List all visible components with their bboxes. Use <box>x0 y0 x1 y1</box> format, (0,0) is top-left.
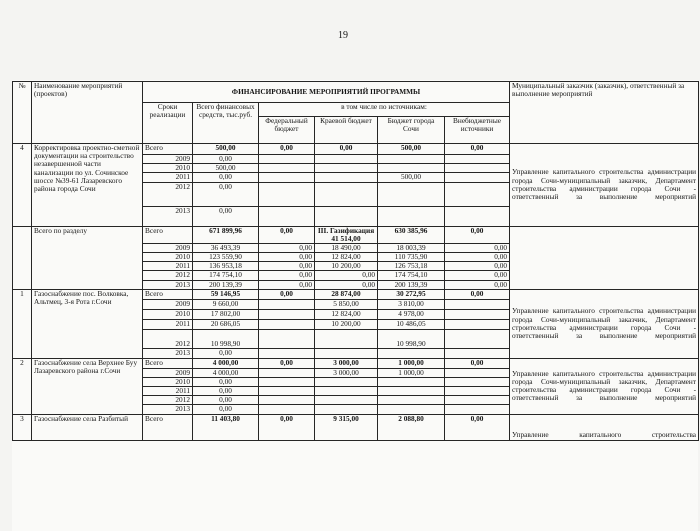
total-cell: 36 493,39 <box>193 243 259 252</box>
regional-cell: 18 490,00 <box>315 243 378 252</box>
city-cell: 500,00 <box>378 173 445 182</box>
city-cell: 126 753,18 <box>378 262 445 271</box>
regional-cell: 0,00 <box>315 271 378 280</box>
federal-cell <box>259 309 315 319</box>
year-cell: Всего <box>143 358 193 368</box>
total-cell: 0,00 <box>193 387 259 396</box>
year-cell: 2011 <box>143 387 193 396</box>
federal-cell: 0,00 <box>259 289 315 299</box>
project-name: Газоснабжение села Разбитый <box>32 414 143 440</box>
year-cell: 2011 <box>143 173 193 182</box>
header-financing: ФИНАНСИРОВАНИЕ МЕРОПРИЯТИЙ ПРОГРАММЫ <box>143 82 510 103</box>
city-cell <box>378 396 445 405</box>
total-cell: 500,00 <box>193 144 259 155</box>
section-title: III. Газификация <box>317 226 375 235</box>
year-cell: 2010 <box>143 164 193 173</box>
city-cell <box>378 405 445 414</box>
regional-cell <box>315 329 378 348</box>
total-cell: 10 998,90 <box>193 329 259 348</box>
regional-cell: 10 200,00 <box>315 262 378 271</box>
federal-cell <box>259 405 315 414</box>
header-federal: Федеральный бюджет <box>259 117 315 144</box>
total-cell: 174 754,10 <box>193 271 259 280</box>
header-terms: Сроки реализации <box>143 103 193 144</box>
regional-cell: 9 315,00 <box>315 414 378 440</box>
extra-cell <box>445 206 510 226</box>
header-num: № <box>13 82 32 144</box>
total-cell: 0,00 <box>193 348 259 358</box>
row-number: 1 <box>13 289 32 358</box>
federal-cell <box>259 329 315 348</box>
regional-cell <box>315 405 378 414</box>
total-cell: 0,00 <box>193 396 259 405</box>
federal-cell <box>259 182 315 206</box>
federal-cell <box>259 396 315 405</box>
header-extra: Внебюджетные источники <box>445 117 510 144</box>
section-total-label: Всего по разделу <box>32 226 143 289</box>
regional-value: 41 514,00 <box>331 233 361 243</box>
year-cell: 2012 <box>143 182 193 206</box>
year-cell: 2011 <box>143 262 193 271</box>
extra-cell: 0,00 <box>445 289 510 299</box>
city-cell: 200 139,39 <box>378 280 445 289</box>
customer-text: Управление капитального строительства администрации города Сочи-муниципальный заказчик, Департамент строительства администрации города Сочи - ответственный за выполнение мероприятий <box>510 289 699 358</box>
extra-cell <box>445 155 510 164</box>
federal-cell: 0,00 <box>259 226 315 243</box>
table-row <box>13 289 699 299</box>
extra-cell: 0,00 <box>445 253 510 262</box>
extra-cell <box>445 182 510 206</box>
total-cell: 0,00 <box>193 173 259 182</box>
city-cell <box>378 164 445 173</box>
total-cell: 671 899,96 <box>193 226 259 243</box>
row-number <box>13 226 32 289</box>
year-cell: Всего <box>143 414 193 440</box>
regional-cell <box>315 173 378 182</box>
extra-cell <box>445 319 510 329</box>
total-cell: 9 660,00 <box>193 299 259 309</box>
regional-cell <box>315 182 378 206</box>
extra-cell: 0,00 <box>445 226 510 243</box>
federal-cell: 0,00 <box>259 144 315 155</box>
federal-cell: 0,00 <box>259 271 315 280</box>
city-cell <box>378 206 445 226</box>
regional-cell <box>315 396 378 405</box>
year-cell: 2009 <box>143 368 193 377</box>
year-cell: 2010 <box>143 253 193 262</box>
extra-cell: 0,00 <box>445 262 510 271</box>
federal-cell: 0,00 <box>259 262 315 271</box>
city-cell <box>378 348 445 358</box>
extra-cell <box>445 396 510 405</box>
regional-cell: 3 000,00 <box>315 368 378 377</box>
total-cell: 136 953,18 <box>193 262 259 271</box>
federal-cell: 0,00 <box>259 280 315 289</box>
regional-cell <box>315 226 378 243</box>
city-cell: 2 088,80 <box>378 414 445 440</box>
city-cell: 500,00 <box>378 144 445 155</box>
row-number: 3 <box>13 414 32 440</box>
regional-cell: 0,00 <box>315 144 378 155</box>
extra-cell: 0,00 <box>445 280 510 289</box>
year-cell: 2012 <box>143 329 193 348</box>
federal-cell: 0,00 <box>259 243 315 252</box>
regional-cell: 3 000,00 <box>315 358 378 368</box>
regional-cell <box>315 387 378 396</box>
customer-text: Управление капитального строительства администрации города Сочи-муниципальный заказчик, Департамент строительства администрации города Сочи - ответственный за выполнение мероприятий <box>510 144 699 227</box>
extra-cell <box>445 377 510 386</box>
city-cell: 10 998,90 <box>378 329 445 348</box>
city-cell <box>378 155 445 164</box>
total-cell: 0,00 <box>193 182 259 206</box>
regional-cell <box>315 206 378 226</box>
page-number: 19 <box>338 30 348 41</box>
year-cell: 2009 <box>143 155 193 164</box>
row-number: 4 <box>13 144 32 227</box>
project-name: Газоснабжение села Верхнее Буу Лазаревского района г.Сочи <box>32 358 143 414</box>
year-cell: 2012 <box>143 396 193 405</box>
table-row <box>13 144 699 155</box>
federal-cell <box>259 348 315 358</box>
city-cell <box>378 387 445 396</box>
year-cell: 2011 <box>143 319 193 329</box>
total-cell: 0,00 <box>193 377 259 386</box>
city-cell: 4 978,00 <box>378 309 445 319</box>
header-name: Наименование мероприятий (проектов) <box>32 82 143 144</box>
city-cell: 18 003,39 <box>378 243 445 252</box>
year-cell: Всего <box>143 226 193 243</box>
regional-cell <box>315 155 378 164</box>
regional-cell: 28 874,00 <box>315 289 378 299</box>
federal-cell <box>259 164 315 173</box>
federal-cell <box>259 387 315 396</box>
row-number: 2 <box>13 358 32 414</box>
financing-table <box>12 81 699 441</box>
header-total: Всего финансовых средств, тыс.руб. <box>193 103 259 144</box>
total-cell: 20 686,05 <box>193 319 259 329</box>
total-cell: 500,00 <box>193 164 259 173</box>
project-name: Корректировка проектно-сметной документации на строительство незавершенной части канализации по ул. Сочинское шоссе №39-61 Лазаревского района города Сочи <box>32 144 143 227</box>
city-cell: 10 486,05 <box>378 319 445 329</box>
regional-cell: 10 200,00 <box>315 319 378 329</box>
year-cell: 2010 <box>143 309 193 319</box>
regional-cell <box>315 164 378 173</box>
total-cell: 123 559,90 <box>193 253 259 262</box>
extra-cell <box>445 387 510 396</box>
extra-cell: 0,00 <box>445 358 510 368</box>
total-cell: 17 802,00 <box>193 309 259 319</box>
year-cell: Всего <box>143 289 193 299</box>
federal-cell <box>259 319 315 329</box>
federal-cell <box>259 377 315 386</box>
project-name: Газоснабжение пос. Волковка, Альтмец, 3-я Рота г.Сочи <box>32 289 143 358</box>
customer-text: Управление капитального строительства администрации города Сочи-муниципальный заказчик, Департамент строительства администрации города Сочи - ответственный за выполнение мероприятий <box>510 358 699 414</box>
regional-cell <box>315 377 378 386</box>
extra-cell <box>445 309 510 319</box>
federal-cell <box>259 173 315 182</box>
total-cell: 59 146,95 <box>193 289 259 299</box>
total-cell: 0,00 <box>193 155 259 164</box>
federal-cell: 0,00 <box>259 358 315 368</box>
extra-cell: 0,00 <box>445 144 510 155</box>
year-cell: 2010 <box>143 377 193 386</box>
city-cell: 1 000,00 <box>378 358 445 368</box>
year-cell: 2009 <box>143 299 193 309</box>
total-cell: 0,00 <box>193 405 259 414</box>
extra-cell <box>445 348 510 358</box>
federal-cell <box>259 299 315 309</box>
city-cell <box>378 182 445 206</box>
extra-cell: 0,00 <box>445 271 510 280</box>
city-cell: 3 810,00 <box>378 299 445 309</box>
year-cell: 2013 <box>143 206 193 226</box>
federal-cell <box>259 206 315 226</box>
regional-cell: 12 824,00 <box>315 253 378 262</box>
regional-cell: 5 850,00 <box>315 299 378 309</box>
year-cell: 2013 <box>143 280 193 289</box>
header-sources: в том числе по источникам: <box>259 103 510 117</box>
header-customer: Муниципальный заказчик (заказчик), ответственный за выполнение мероприятий <box>510 82 699 144</box>
table-row <box>13 226 699 243</box>
customer-text <box>510 226 699 289</box>
federal-cell <box>259 368 315 377</box>
extra-cell <box>445 173 510 182</box>
table-row <box>13 414 699 440</box>
federal-cell: 0,00 <box>259 253 315 262</box>
extra-cell: 0,00 <box>445 414 510 440</box>
regional-cell: 12 824,00 <box>315 309 378 319</box>
year-cell: 2013 <box>143 405 193 414</box>
extra-cell <box>445 164 510 173</box>
regional-cell <box>315 348 378 358</box>
total-cell: 4 000,00 <box>193 358 259 368</box>
city-cell: 30 272,95 <box>378 289 445 299</box>
header-regional: Краевой бюджет <box>315 117 378 144</box>
year-cell: 2012 <box>143 271 193 280</box>
federal-cell: 0,00 <box>259 414 315 440</box>
city-cell: 174 754,10 <box>378 271 445 280</box>
total-cell: 200 139,39 <box>193 280 259 289</box>
extra-cell: 0,00 <box>445 243 510 252</box>
total-cell: 0,00 <box>193 206 259 226</box>
federal-cell <box>259 155 315 164</box>
extra-cell <box>445 329 510 348</box>
year-cell: 2009 <box>143 243 193 252</box>
year-cell: 2013 <box>143 348 193 358</box>
city-cell: 1 000,00 <box>378 368 445 377</box>
customer-text: Управление капитального строительства <box>510 414 699 440</box>
extra-cell <box>445 299 510 309</box>
total-cell: 11 403,80 <box>193 414 259 440</box>
city-cell: 630 385,96 <box>378 226 445 243</box>
regional-cell: 0,00 <box>315 280 378 289</box>
extra-cell <box>445 405 510 414</box>
extra-cell <box>445 368 510 377</box>
year-cell: Всего <box>143 144 193 155</box>
city-cell <box>378 377 445 386</box>
total-cell: 4 000,00 <box>193 368 259 377</box>
header-city: Бюджет города Сочи <box>378 117 445 144</box>
city-cell: 110 735,90 <box>378 253 445 262</box>
table-row <box>13 358 699 368</box>
